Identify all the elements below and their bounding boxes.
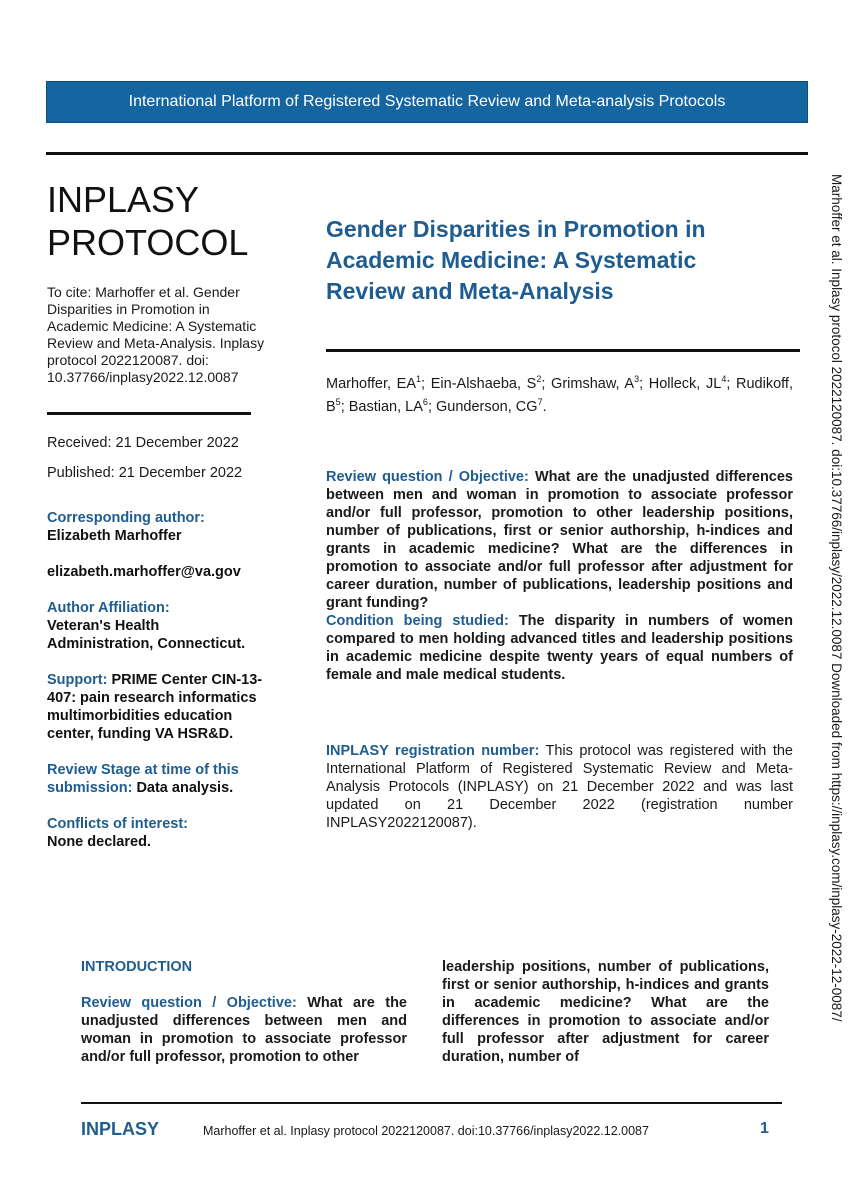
citation-text: To cite: Marhoffer et al. Gender Disparities in Promotion in Academic Medicine: A Systematic Review and Meta-Analysis. Inplasy protocol 2022120087. doi: 10.37766/inplasy2022.12.0087 — [47, 284, 265, 385]
registration-text: This protocol was registered with the International Platform of Registered Systematic Review and Meta-Analysis Protocols (INPLASY) on 21 December 2022 and was last updated on 21 December 2022 (registration number INPLASY2022120087). — [326, 742, 793, 831]
author-name: Ein-Alshaeba, S — [430, 375, 537, 392]
abstract — [326, 468, 793, 684]
author-separator: . — [542, 398, 547, 415]
author-affiliation-number: 5 — [335, 396, 341, 407]
registration-info — [326, 742, 793, 832]
author-separator: ; — [340, 398, 349, 415]
author-affiliation-number: 1 — [416, 374, 422, 384]
journal-banner: International Platform of Registered Systematic Review and Meta-analysis Protocols — [46, 81, 808, 123]
author-name: Grimshaw, A — [551, 375, 635, 392]
support-value: PRIME Center CIN-13-407: pain research informatics multimorbidities education center, funding VA HSR&D. — [47, 672, 263, 742]
corresponding-author-name: Elizabeth Marhoffer — [47, 528, 182, 544]
support-label: Support: — [47, 672, 108, 688]
review-stage — [47, 761, 269, 797]
side-citation: Marhoffer et al. Inplasy protocol 2022120087. doi:10.37766/inplasy/2022.12.0087 Downloaded from https://inplasy.com/inplasy-2022-12-0087/ — [829, 174, 844, 1022]
footer-brand: INPLASY — [81, 1119, 160, 1139]
author-name: Holleck, JL — [648, 375, 722, 392]
author-separator: ; — [427, 398, 436, 415]
protocol-title — [47, 178, 269, 264]
condition-label: Condition being studied: — [326, 612, 509, 629]
registration-label: INPLASY registration number: — [326, 742, 540, 759]
author-list — [326, 370, 793, 416]
affiliation-label: Author Affiliation: — [47, 600, 170, 616]
top-divider — [46, 152, 808, 155]
article-title: Gender Disparities in Promotion in Academic Medicine: A Systematic Review and Meta-Analysis — [326, 216, 706, 304]
author-affiliation — [47, 599, 269, 653]
conflicts-of-interest — [47, 815, 269, 851]
intro-review-question-label: Review question / Objective: — [81, 995, 297, 1011]
author-separator: ; — [639, 375, 649, 392]
corresponding-author — [47, 509, 269, 581]
page-number: 1 — [760, 1120, 769, 1137]
author-name: Gunderson, CG — [436, 398, 538, 415]
author-separator: ; — [421, 375, 431, 392]
review-question-label: Review question / Objective: — [326, 468, 529, 485]
corresponding-author-email[interactable]: elizabeth.marhoffer@va.gov — [47, 564, 241, 580]
title-divider — [326, 349, 800, 352]
right-column — [326, 214, 793, 832]
footer-citation: Marhoffer et al. Inplasy protocol 2022120087. doi:10.37766/inplasy2022.12.0087 — [203, 1124, 649, 1138]
review-stage-label: Review Stage at time of this submission: — [47, 762, 239, 796]
conflicts-value: None declared. — [47, 834, 151, 850]
author-name: Rudikoff, B — [326, 375, 793, 415]
author-name: Marhoffer, EA — [326, 375, 417, 392]
intro-review-question-text: What are the unadjusted differences between men and woman in promotion to associate professor and/or full professor, promotion to other — [81, 995, 407, 1065]
introduction-left-column — [81, 958, 407, 1066]
left-column — [47, 178, 269, 851]
left-divider — [47, 412, 251, 415]
author-affiliation-number: 7 — [537, 396, 543, 407]
conflicts-label: Conflicts of interest: — [47, 816, 188, 832]
author-affiliation-number: 6 — [422, 396, 428, 407]
protocol-title-line: PROTOCOL — [47, 222, 249, 263]
introduction-heading: INTRODUCTION — [81, 959, 193, 975]
author-separator: ; — [541, 375, 552, 392]
received-date: Received: 21 December 2022 — [47, 435, 239, 451]
affiliation-value: Veteran's Health Administration, Connecticut. — [47, 618, 246, 652]
introduction-right-column: leadership positions, number of publications, first or senior authorship, h-indices and grants in academic medicine? What are the differences in promotion to associate and/or full professor after adjustment for career duration, number of — [442, 959, 769, 1065]
author-affiliation-number: 3 — [634, 374, 640, 384]
footer-divider — [81, 1102, 782, 1104]
review-stage-value: Data analysis. — [136, 780, 234, 796]
support-info — [47, 671, 269, 743]
review-question-text: What are the unadjusted differences between men and woman in promotion to associate professor and/or full professor, promotion to other leadership positions, number of publications, first or senior authorship, h-indices and grants in academic medicine? What are the differences in promotion to associate and/or full professor after adjustment for career duration, number of publications, leadership positions and grant funding? — [326, 468, 793, 611]
introduction-paragraph — [81, 994, 407, 1066]
author-affiliation-number: 4 — [721, 374, 727, 384]
author-name: Bastian, LA — [348, 398, 423, 415]
author-affiliation-number: 2 — [536, 374, 542, 384]
condition-text: The disparity in numbers of women compared to men holding advanced titles and leadership positions in academic medicine despite twenty years of equal numbers of female and male medical students. — [326, 612, 793, 683]
author-separator: ; — [726, 375, 737, 392]
corresponding-author-label: Corresponding author: — [47, 510, 205, 526]
protocol-title-line: INPLASY — [47, 179, 200, 220]
published-date: Published: 21 December 2022 — [47, 465, 243, 481]
